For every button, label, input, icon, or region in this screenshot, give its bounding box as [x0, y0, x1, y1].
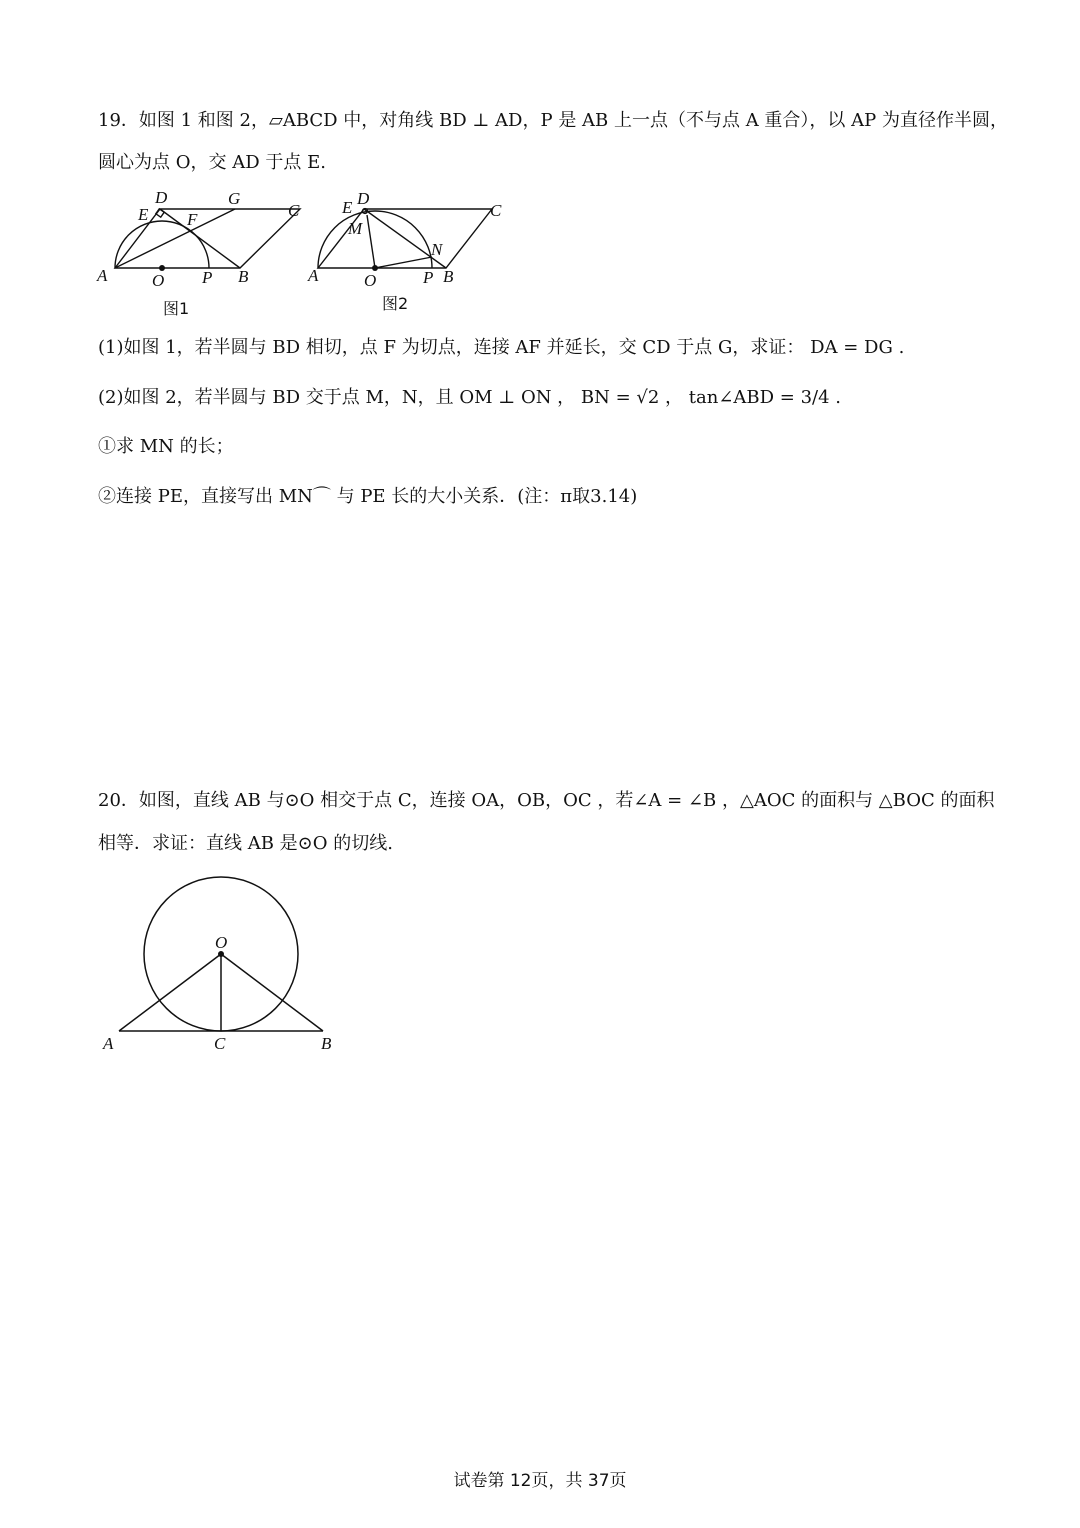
line-ag — [115, 209, 235, 268]
segment-om — [367, 215, 375, 268]
label-a: A — [103, 1034, 114, 1053]
fig1-caption: 图1 — [163, 299, 190, 318]
q19-figure2 — [300, 185, 515, 320]
right-angle-marker — [156, 209, 164, 217]
label-b: B — [443, 267, 454, 286]
q20-line1: 20．如图，直线 AB 与⊙O 相交于点 C，连接 OA，OB，OC ，若∠A = ∠B ，△AOC 的面积与 △BOC 的面积 — [98, 790, 995, 811]
q19-figure1 — [95, 185, 310, 320]
label-f: F — [187, 210, 198, 229]
q19-sub2: ②连接 PE，直接写出 MN⌒ 与 PE 长的大小关系．(注：π取3.14) — [98, 486, 638, 507]
label-c: C — [490, 201, 502, 220]
label-o: O — [152, 271, 165, 290]
diagonal-bd — [160, 209, 240, 268]
fig2-caption: 图2 — [382, 294, 409, 313]
q19-sub1: ①求 MN 的长； — [98, 436, 234, 457]
label-o: O — [215, 933, 228, 952]
label-e: E — [342, 198, 353, 217]
q19-part2: (2)如图 2，若半圆与 BD 交于点 M，N，且 OM ⊥ ON ， BN = √2 ， tan∠ABD = 3/4 . — [98, 387, 842, 408]
semicircle-fig2 — [318, 211, 432, 268]
q20-figure — [95, 868, 355, 1063]
label-p: P — [202, 268, 213, 287]
label-p: P — [423, 268, 434, 287]
segment-ob — [221, 954, 323, 1031]
label-c: C — [214, 1034, 226, 1053]
q19-line2: 圆心为点 O，交 AD 于点 E. — [98, 152, 326, 173]
label-d: D — [155, 188, 168, 207]
segment-on — [375, 257, 432, 268]
label-b: B — [321, 1034, 332, 1053]
diagonal-bd — [364, 209, 446, 268]
q19-line1: 19．如图 1 和图 2，▱ABCD 中，对角线 BD ⊥ AD，P 是 AB 上一点（不与点 A 重合），以 AP 为直径作半圆， — [98, 110, 1008, 131]
label-m: M — [348, 219, 363, 238]
page-footer: 试卷第 12页，共 37页 — [453, 1471, 627, 1491]
label-o: O — [364, 271, 377, 290]
label-d: D — [357, 189, 370, 208]
label-e: E — [138, 205, 149, 224]
label-g: G — [228, 189, 241, 208]
label-a: A — [97, 266, 108, 285]
segment-oa — [119, 954, 221, 1031]
label-b: B — [238, 267, 249, 286]
label-n: N — [431, 240, 443, 259]
label-a: A — [308, 266, 319, 285]
q19-part1: (1)如图 1，若半圆与 BD 相切，点 F 为切点，连接 AF 并延长，交 CD 于点 G，求证： DA = DG . — [98, 337, 905, 358]
q20-line2: 相等．求证：直线 AB 是⊙O 的切线. — [98, 833, 393, 854]
label-c: C — [288, 201, 300, 220]
